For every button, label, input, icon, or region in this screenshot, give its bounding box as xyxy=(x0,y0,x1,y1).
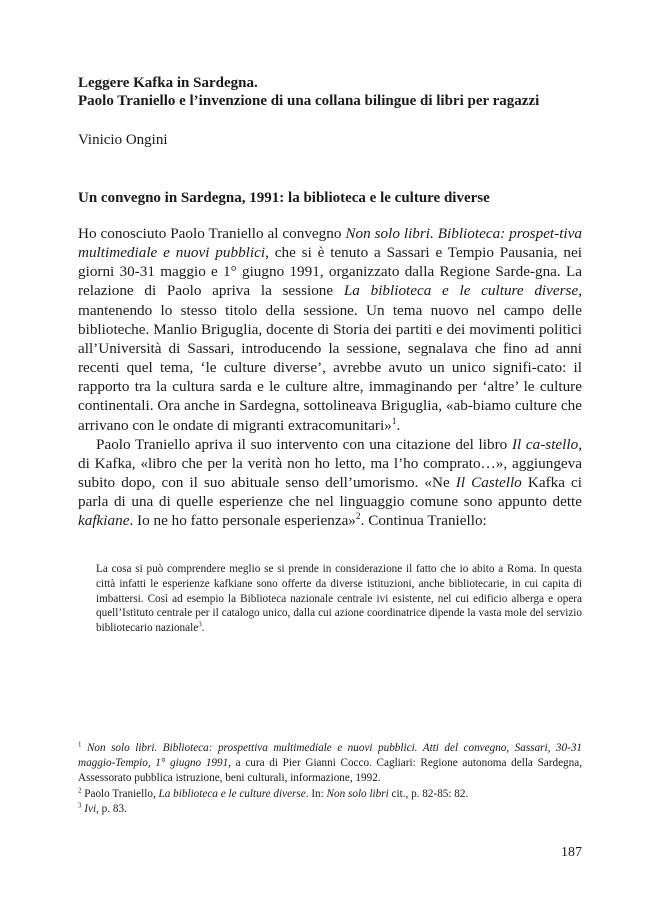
footnote-2-italic: La biblioteca e le culture diverse xyxy=(158,787,306,800)
block-quote: La cosa si può comprendere meglio se si prende in considerazione il fatto che io abito a Roma. In questa città infatti le esperienze kafkiane sono offerte da diverse istituzioni, anche bibliotecarie, in cui capita di imbattersi. Così ad esempio la Biblioteca nazionale centrale ivi esistente, nel cui edificio alberga e opera quell’Istituto centrale per il catalogo unico, dalla cui azione coordinatrice dipende la vasta mole del servizio bibliotecario nazionale$^3$. xyxy=(96,563,582,635)
paragraph-1-text-1: Ho conosciuto Paolo Traniello al convegno xyxy=(78,225,346,242)
footnote-1-text: , a cura di Pier Gianni Cocco. Cagliari: Regione autonoma della Sardegna, Assessorato pubblica istruzione, beni culturali, informazione, 1992. xyxy=(78,757,582,785)
paragraph-1-text-2: , che si è tenuto a Sassari e Tempio Pausania, nei giorni 30-31 maggio e 1° giugno 1991, organizzato dalla Regione Sarde-gna. La relazione di Paolo apriva la sessione xyxy=(78,244,582,300)
paragraph-2-text-3: Kafka ci parla di una di quelle esperienze che nel linguaggio comune sono appunto dette xyxy=(78,474,582,511)
footnote-2 xyxy=(78,787,582,802)
footnote-ref-1[interactable]: 1 xyxy=(391,416,397,427)
footnote-1-number: 1 xyxy=(78,740,82,749)
footnote-2-italic-2: Non solo libri xyxy=(326,787,389,800)
paragraph-2-text-2: , di Kafka, «libro che per la verità non ho letto, ma l’ho comprato…», aggiungeva subito dopo, con il suo abituale senso dell’umorismo. «Ne xyxy=(78,435,582,492)
footnote-1 xyxy=(78,741,582,787)
paragraph-1-italic-2: La biblioteca e le culture diverse xyxy=(343,282,579,300)
section-heading: Un convegno in Sardegna, 1991: la biblioteca e le culture diverse xyxy=(78,190,490,206)
footnote-3-italic: Ivi xyxy=(84,802,97,815)
paragraph-2 xyxy=(78,435,582,531)
article-title-line-1: Leggere Kafka in Sardegna. xyxy=(78,75,258,91)
footnote-3 xyxy=(78,802,582,817)
footnote-2-mid: . In: xyxy=(305,787,327,800)
paragraph-1-italic-1: Non solo libri. Biblioteca: prospet-tiva multimediale e nuovi pubblici xyxy=(78,225,582,262)
paragraph-2-text-1: Paolo Traniello apriva il suo intervento con una citazione del libro xyxy=(96,435,512,453)
footnote-2-pre: Paolo Traniello, xyxy=(84,787,159,800)
page-number: 187 xyxy=(561,845,582,860)
footnote-2-number: 2 xyxy=(78,785,82,794)
block-quote-text: La cosa si può comprendere meglio se si prende in considerazione il fatto che io abito a Roma. In questa città infatti le esperienze kafkiane sono offerte da diverse istituzioni, anche bibliotecarie, in cui capita di imbattersi. Così ad esempio la Biblioteca nazionale centrale ivi esistente, nel cui edificio alberga e opera quell’Istituto centrale per il catalogo unico, dalla cui azione coordinatrice dipende la vasta mole del servizio bibliotecario nazionale xyxy=(96,563,582,635)
paragraph-1-text-4: . xyxy=(396,416,401,434)
footnote-3-text: , p. 83. xyxy=(96,802,127,815)
paragraph-2-text-4: . Io ne ho fatto personale esperienza» xyxy=(129,512,356,530)
paragraph-2-italic-1: Il ca-stello xyxy=(511,435,579,453)
paragraph-2-text-5: . Continua Traniello: xyxy=(360,512,487,530)
article-title xyxy=(78,74,598,110)
footnote-1-italic: Non solo libri. Biblioteca: prospettiva multimediale e nuovi pubblici. Atti del convegno, Sassari, 30-31 maggio-Tempio, 1° giugno 1991 xyxy=(78,742,583,770)
paragraph-2-italic-3: kafkiane xyxy=(78,512,130,530)
paragraph-2-italic-2: Il Castello xyxy=(455,474,522,492)
footnote-ref-2[interactable]: 2 xyxy=(355,512,361,523)
paragraph-1-text-3: , mantenendo lo stesso titolo della sessione. Un tema nuovo nel campo delle biblioteche. Manlio Briguglia, docente di Storia dei partiti e dei movimenti politici all’Università di Sassari, introducendo la sessione, segnalava che fino ad anni recenti quel tema, ‘le culture diverse’, avrebbe avuto un unico signifi-cato: il rapporto tra la cultura sarda e le culture altre, immaginando per ‘altre’ le culture continentali. Ora anche in Sardegna, sottolineava Briguglia, «ab-biamo culture che arrivano con le ondate di migranti extracomunitari» xyxy=(78,282,582,434)
article-title-line-2: Paolo Traniello e l’invenzione di una collana bilingue di libri per ragazzi xyxy=(78,93,540,109)
paragraph-1 xyxy=(78,224,582,435)
footnote-2-text: cit., p. 82-85: 82. xyxy=(388,787,469,800)
author-name: Vinicio Ongini xyxy=(78,132,168,148)
body-text xyxy=(78,224,582,531)
footnote-ref-3[interactable]: 3 xyxy=(198,620,202,629)
footnotes xyxy=(78,741,582,817)
footnote-3-number: 3 xyxy=(78,801,82,810)
